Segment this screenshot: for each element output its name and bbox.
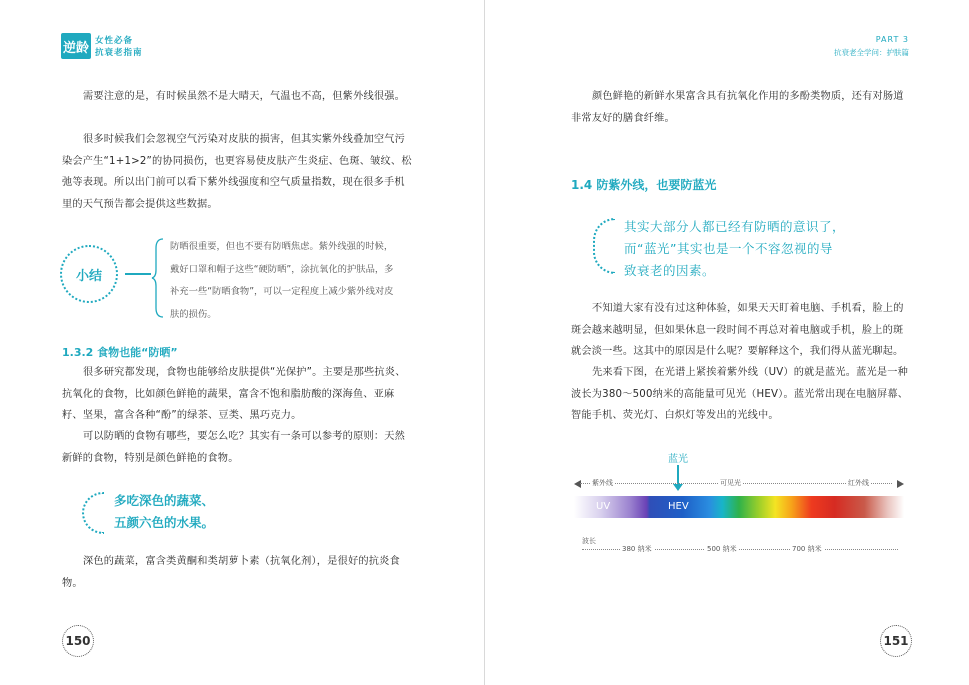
- summary-badge: 小结: [60, 245, 118, 303]
- part-label: PART 3: [875, 35, 909, 44]
- uv-band-label: UV: [596, 501, 611, 512]
- arrow-down-icon: [673, 484, 683, 491]
- summary-text: 防晒很重要，但也不要有防晒焦虑。紫外线强的时候，戴好口罩和帽子这些“硬防晒”，涂抗氧化的护肤品，多补充一些“防晒食物”，可以一定程度上减少紫外线对皮肤的损伤。: [170, 241, 394, 320]
- book-title-line2: 抗衰老指南: [95, 48, 143, 58]
- book-title-line1: 女性必备: [95, 36, 134, 46]
- section-heading: 1.4 防紫外线，也要防蓝光: [571, 178, 717, 192]
- callout-quote-mark: [82, 492, 104, 534]
- summary-connector: [125, 273, 151, 275]
- page-number: 150: [62, 625, 94, 657]
- left-page: [0, 0, 484, 685]
- paragraph: 很多时候我们会忽视空气污染对皮肤的损害，但其实紫外线叠加空气污染会产生“1+1>2”的协同损伤，也更容易使皮肤产生炎症、色斑、皱纹、松弛等表现。所以出门前可以看下紫外线强度和空气质量指数，现在很多手机里的天气预告都会提供这些数据。: [62, 134, 412, 210]
- brace-icon: [151, 238, 165, 318]
- arrow-left-icon: [574, 480, 581, 488]
- uv-axis-label: 紫外线: [592, 479, 613, 487]
- part-subtitle: 抗衰老全学问：护肤篇: [834, 48, 909, 57]
- callout-line: 其实大部分人都已经有防晒的意识了，: [624, 219, 846, 234]
- callout-line: 五颜六色的水果。: [114, 515, 215, 530]
- section-heading: 1.3.2 食物也能“防晒”: [62, 346, 178, 359]
- paragraph: 需要注意的是，有时候虽然不是大晴天，气温也不高，但紫外线很强。: [83, 91, 406, 102]
- paragraph: 可以防晒的食物有哪些，要怎么吃？其实有一条可以参考的原则：天然新鲜的食物，特别是颜色鲜艳的食物。: [62, 431, 406, 464]
- paragraph: 深色的蔬菜，富含类黄酮和类胡萝卜素（抗氧化剂），是很好的抗炎食物。: [62, 556, 400, 589]
- paragraph: 很多研究都发现，食物也能够给皮肤提供“光保护”。主要是那些抗炎、抗氧化的食物，比如颜色鲜艳的蔬果，富含不饱和脂肪酸的深海鱼、亚麻籽、坚果，富含各种“酚”的绿茶、豆类、黑巧克力。: [62, 367, 406, 421]
- paragraph: 不知道大家有没有过这种体验，如果天天盯着电脑、手机看，脸上的斑会越来越明显，但如果休息一段时间不再总对着电脑或手机，脸上的斑就会淡一些。这其中的原因是什么呢？要解释这个，我们得从蓝光聊起。: [571, 303, 904, 357]
- tick-380: 380 纳米: [622, 545, 652, 553]
- page-number: 151: [880, 625, 912, 657]
- hev-band-label: HEV: [668, 501, 689, 512]
- callout-line: 致衰老的因素。: [624, 263, 716, 278]
- tick-500: 500 纳米: [707, 545, 737, 553]
- book-logo: 逆龄: [61, 33, 91, 59]
- callout-line: 多吃深色的蔬菜、: [114, 493, 215, 508]
- callout-line: 而“蓝光”其实也是一个不容忽视的导: [624, 241, 833, 256]
- paragraph: 先来看下图，在光谱上紧挨着紫外线（UV）的就是蓝光。蓝光是一种波长为380～500纳米的高能量可见光（HEV）。蓝光常出现在电脑屏幕、智能手机、荧光灯、白炽灯等发出的光线中。: [571, 367, 909, 421]
- tick-700: 700 纳米: [792, 545, 822, 553]
- light-spectrum-bar: [574, 496, 904, 518]
- arrow-right-icon: [897, 480, 904, 488]
- blue-light-label: 蓝光: [668, 454, 688, 465]
- wavelength-label: 波长: [582, 537, 596, 545]
- paragraph: 颜色鲜艳的新鲜水果富含具有抗氧化作用的多酚类物质，还有对肠道非常友好的膳食纤维。: [571, 91, 904, 124]
- ir-axis-label: 红外线: [848, 479, 869, 487]
- visible-axis-label: 可见光: [720, 479, 741, 487]
